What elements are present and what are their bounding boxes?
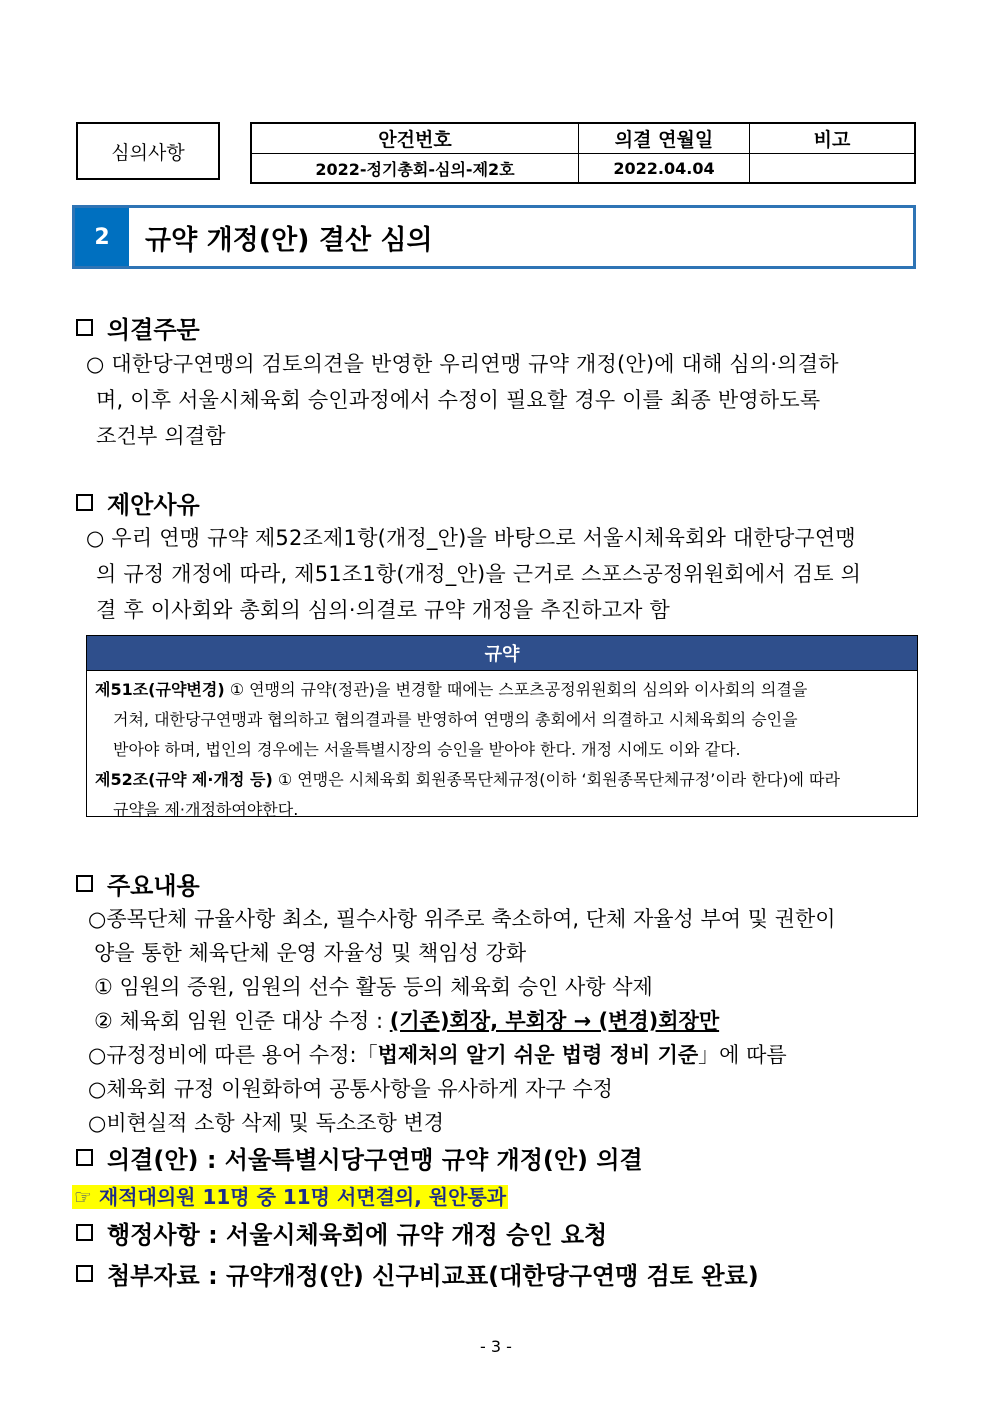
heading-text: 의결(안) : 서울특별시당구연맹 규약 개정(안) 의결 <box>107 1146 643 1174</box>
heading-text: 의결주문 <box>107 316 200 344</box>
remarks-value <box>750 154 916 184</box>
section-attach-heading <box>76 1256 759 1291</box>
section-main-heading <box>76 866 200 901</box>
list-item: ○종목단체 규율사항 최소, 필수사항 위주로 축소하여, 단체 자율성 부여 및 권한이 <box>88 907 836 931</box>
article-51 <box>95 675 909 705</box>
article-51-text: ① 연맹의 규약(정관)을 변경할 때에는 스포츠공정위원회의 심의와 이사회의 의결을 <box>224 680 808 699</box>
col-decision-date: 의결 연월일 <box>579 123 750 154</box>
section-admin-heading <box>76 1215 607 1250</box>
article-51-title: 제51조(규약변경) <box>95 680 225 699</box>
article-51-text: 받아야 하며, 법인의 경우에는 서울특별시장의 승인을 받아야 한다. 개정 시에도 이와 같다. <box>113 740 741 759</box>
checkbox-square-icon <box>76 1149 93 1166</box>
list-item-emphasis: (기존)회장, 부회장 → (변경)회장만 <box>389 1009 720 1033</box>
category-box <box>76 122 220 180</box>
article-52-text: 규약을 제·개정하여야한다. <box>113 800 299 819</box>
heading-text: 제안사유 <box>107 491 200 519</box>
text-line: 며, 이후 서울시체육회 승인과정에서 수정이 필요할 경우 이를 최종 반영하도록 <box>96 388 821 412</box>
text-line: ○ 우리 연맹 규약 제52조제1항(개정_안)을 바탕으로 서울시체육회와 대한당구연맹 <box>86 526 856 550</box>
checkbox-square-icon <box>76 875 93 892</box>
text-line: 결 후 이사회와 총회의 심의·의결로 규약 개정을 추진하고자 함 <box>96 598 671 622</box>
col-agenda-number: 안건번호 <box>251 123 579 154</box>
list-item-emphasis: 법제처의 알기 쉬운 법령 정비 기준 <box>377 1043 699 1067</box>
list-item <box>88 1004 922 1038</box>
agenda-title-bar <box>72 205 916 269</box>
main-content-list <box>88 902 922 1140</box>
vote-result-text: ☞ 재적대의원 11명 중 11명 서면결의, 원안통과 <box>74 1185 507 1209</box>
checkbox-square-icon <box>76 319 93 336</box>
text-line: ○ 대한당구연맹의 검토의견을 반영한 우리연맹 규약 개정(안)에 대해 심의·의결하 <box>86 352 839 376</box>
list-item <box>88 1038 922 1072</box>
regulation-box <box>86 635 918 817</box>
decision-date-value: 2022.04.04 <box>579 154 750 184</box>
category-label: 심의사항 <box>111 141 185 164</box>
agenda-number-value: 2022-정기총회-심의-제2호 <box>251 154 579 184</box>
checkbox-square-icon <box>76 494 93 511</box>
regulation-header: 규약 <box>87 636 917 671</box>
article-52 <box>95 765 909 795</box>
agenda-number-badge: 2 <box>75 208 129 266</box>
checkbox-square-icon <box>76 1265 93 1282</box>
list-item: ○체육회 규정 이원화하여 공통사항을 유사하게 자구 수정 <box>88 1077 613 1101</box>
section-decision-heading <box>76 1140 643 1175</box>
resolution-paragraph <box>86 346 920 454</box>
list-item: 양을 통한 체육단체 운영 자율성 및 책임성 강화 <box>94 941 527 965</box>
article-52-title: 제52조(규약 제·개정 등) <box>95 770 273 789</box>
agenda-meta-table <box>250 122 916 184</box>
section-resolution-heading <box>76 310 200 345</box>
list-item: ① 임원의 증원, 임원의 선수 활동 등의 체육회 승인 사항 삭제 <box>94 975 653 999</box>
text-line: 조건부 의결함 <box>96 424 226 448</box>
article-51-text: 거쳐, 대한당구연맹과 협의하고 협의결과를 반영하여 연맹의 총회에서 의결하고 시체육회의 승인을 <box>113 710 798 729</box>
section-reason-heading <box>76 485 200 520</box>
list-item-text: 」에 따름 <box>698 1043 787 1067</box>
col-remarks: 비고 <box>750 123 916 154</box>
checkbox-square-icon <box>76 1224 93 1241</box>
article-52-text: ① 연맹은 시체육회 회원종목단체규정(이하 ‘회원종목단체규정’이라 한다)에 따라 <box>272 770 840 789</box>
agenda-title: 규약 개정(안) 결산 심의 <box>145 224 433 256</box>
list-item: ○비현실적 소항 삭제 및 독소조항 변경 <box>88 1111 444 1135</box>
list-item-text: ○규정정비에 따른 용어 수정:「 <box>88 1043 378 1067</box>
page-number: - 3 - <box>480 1337 512 1356</box>
text-line: 의 규정 개정에 따라, 제51조1항(개정_안)을 근거로 스포스공정위원회에서 검토 의 <box>96 562 862 586</box>
list-item-text: ② 체육회 임원 인준 대상 수정 : <box>94 1009 390 1033</box>
vote-result <box>72 1181 508 1210</box>
heading-text: 첨부자료 : 규약개정(안) 신구비교표(대한당구연맹 검토 완료) <box>107 1262 759 1290</box>
heading-text: 주요내용 <box>107 872 200 900</box>
reason-paragraph <box>86 520 920 628</box>
heading-text: 행정사항 : 서울시체육회에 규약 개정 승인 요청 <box>107 1221 608 1249</box>
